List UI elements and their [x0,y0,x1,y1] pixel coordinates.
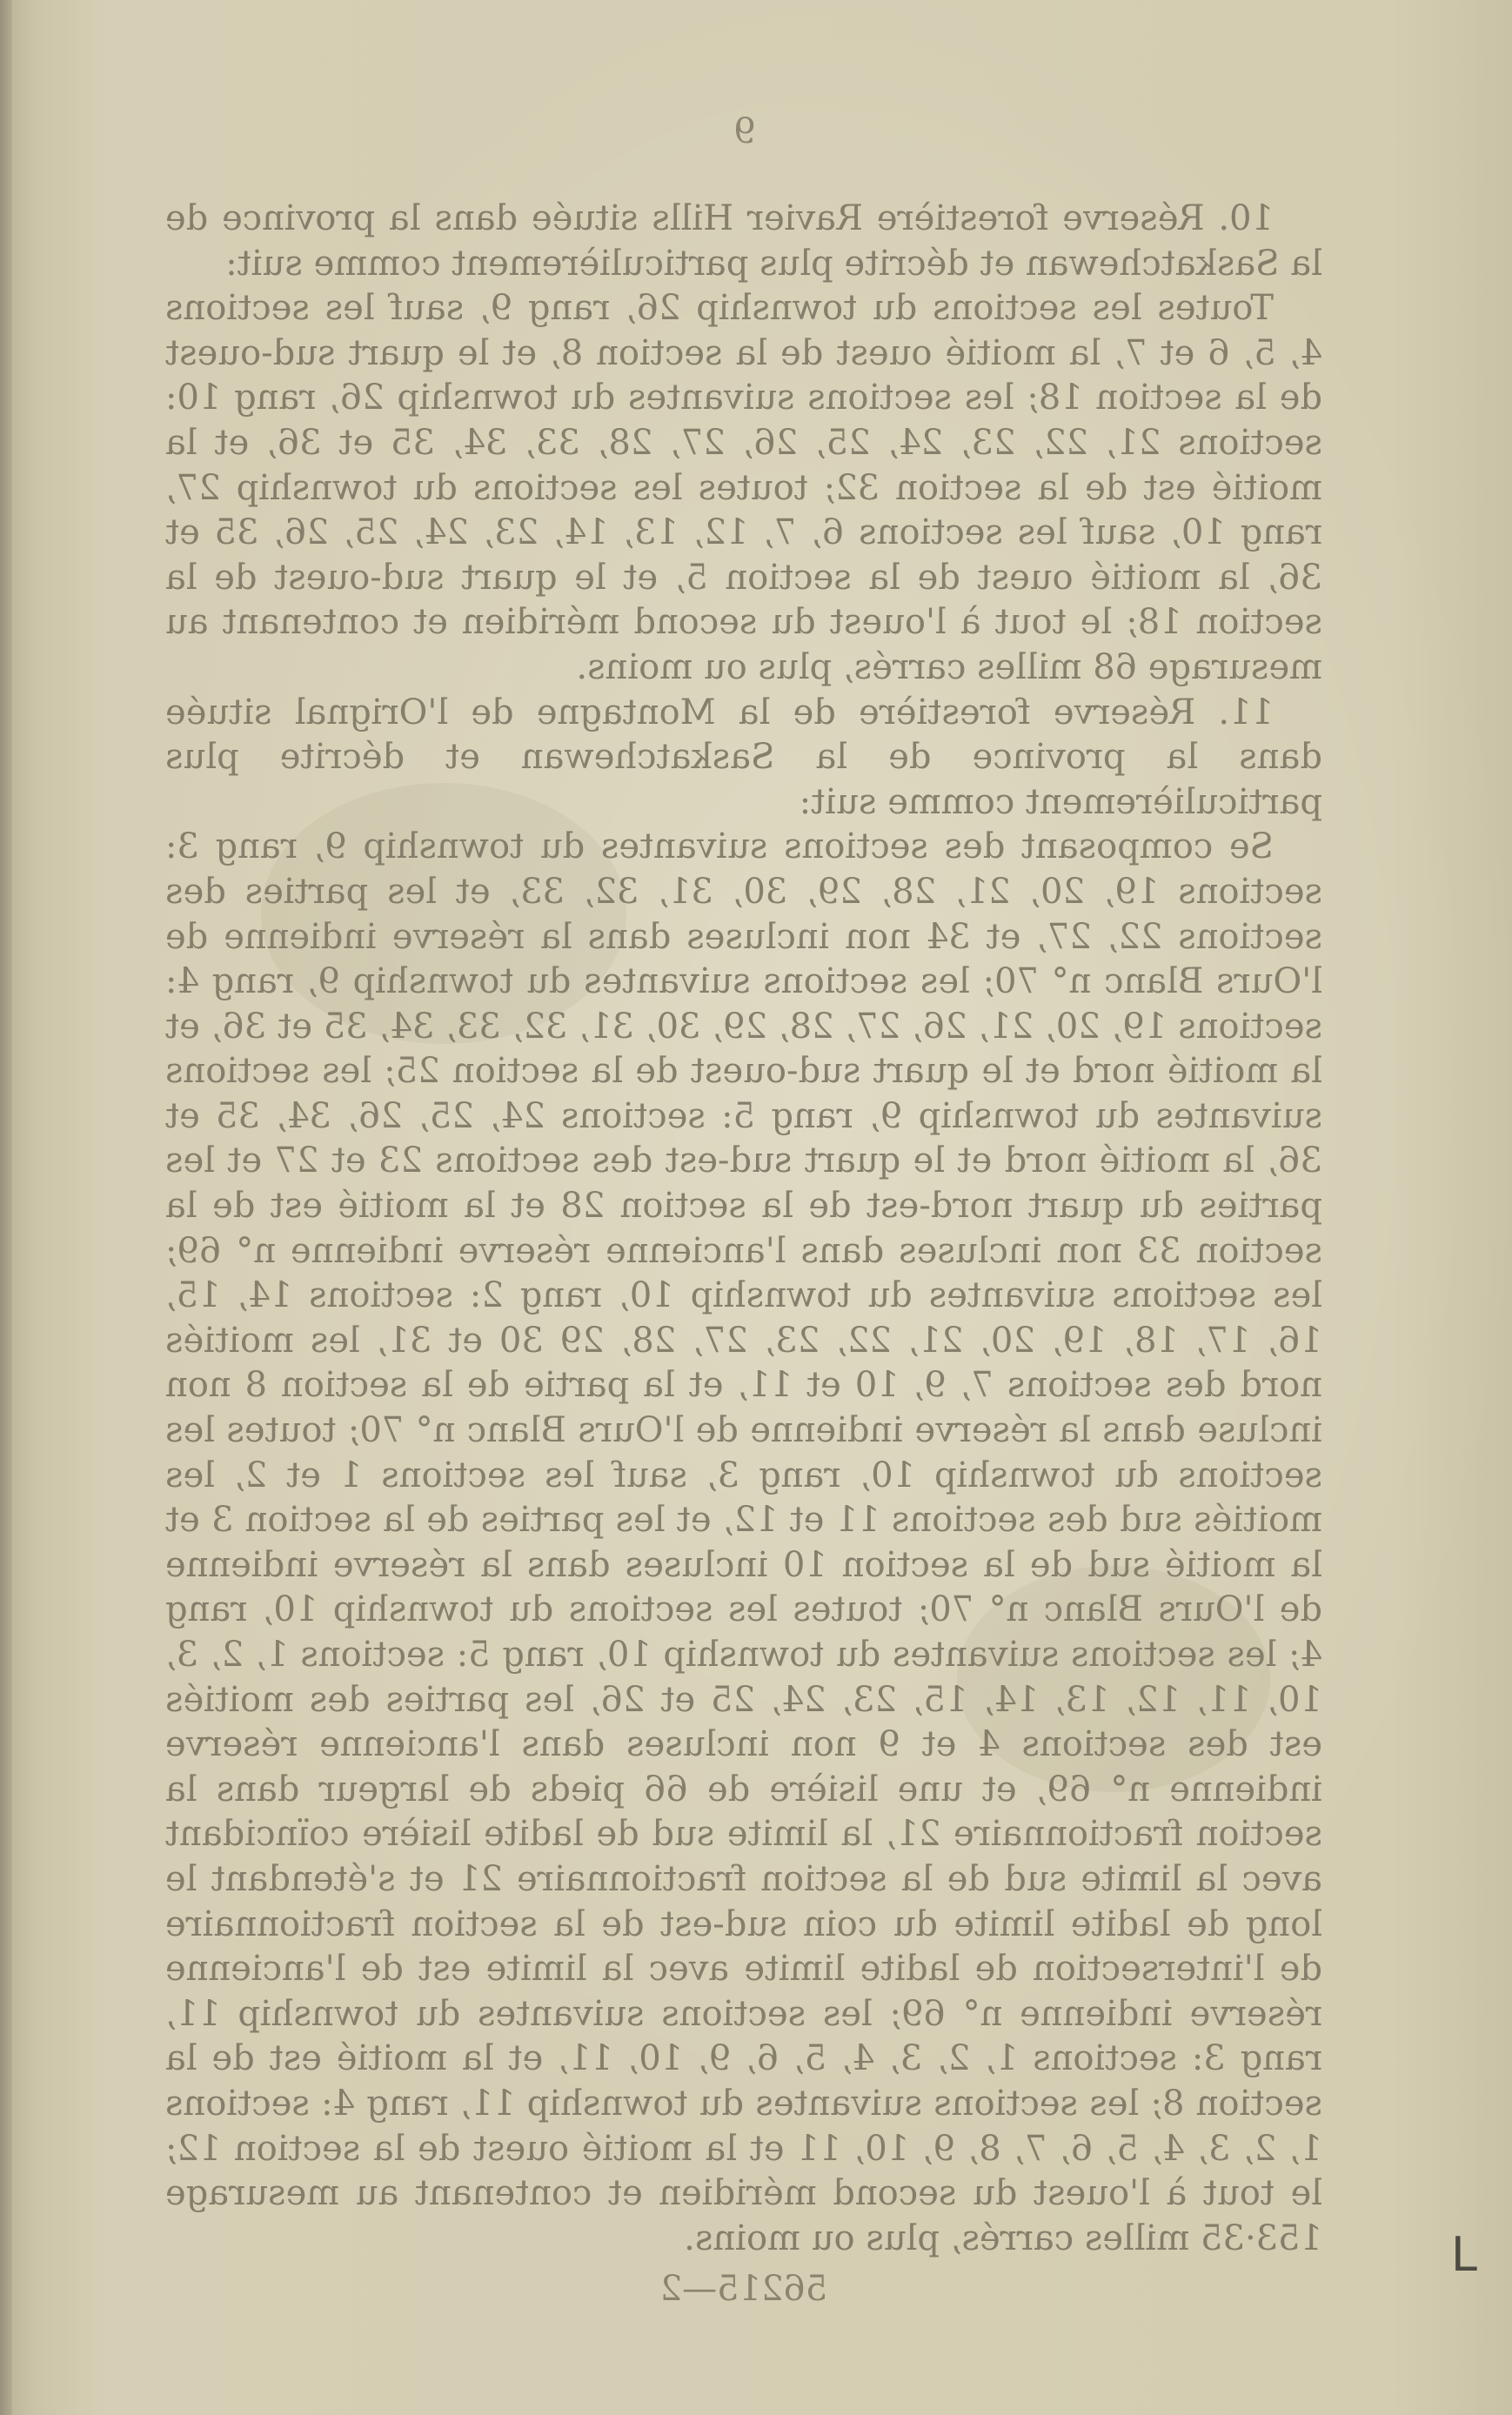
bleed-through-text [165,0,1322,2415]
paragraph-heading-10: 10. Réserve forestière Ravier Hills située dans la province de la Saskatchewan et décrite plus particulièrement comme suit: [165,198,1322,284]
document-body [165,197,1322,2261]
binding-edge-shadow [0,0,12,2415]
page-number: 9 [732,111,756,151]
paragraph-body-10: Toutes les sections du township 26, rang 9, sauf les sections 4, 5, 6 et 7, la moitié ouest de la section 8, et le quart sud-ouest de la section 18; les sections suivantes du township 26, rang 10: sections 21, 22, 23, 24, 25, 26, 27, 28, 33, 34, 35 et 36, et la moitié est de la section 32; toutes les sections du township 27, rang 10, sauf les sections 6, 7, 12, 13, 14, 23, 24, 25, 26, 35 et 36, la moitié ouest de la section 5, et le quart sud-ouest de la section 18; le tout à l'ouest du second méridien et contenant au mesurage 68 milles carrés, plus ou moins. [165,288,1322,687]
paragraph-body-11: Se composant des sections suivantes du township 9, rang 3: sections 19, 20, 21, 28, 29, 30, 31, 32, 33, et les parties des sections 22, 27, et 34 non incluses dans la réserve indienne de l'Ours Blanc n° 70; les sections suivantes du township 9, rang 4: sections 19, 20, 21, 26, 27, 28, 29, 30, 31, 32, 33, 34, 35 et 36, et la moitié nord et le quart sud-ouest de la section 25; les sections suivantes du township 9, rang 5: sections 24, 25, 26, 34, 35 et 36, la moitié nord et le quart sud-est des sections 23 et 27 et les parties du quart nord-est de la section 28 et la moitié est de la section 33 non incluses dans l'ancienne réserve indienne n° 69; les sections suivantes du township 10, rang 2: sections 14, 15, 16, 17, 18, 19, 20, 21, 22, 23, 27, 28, 29 30 et 31, les moitiés nord des sections 7, 9, 10 et 11, et la partie de la section 8 non incluse dans la réserve indienne de l'Ours Blanc n° 70; toutes les sections du township 10, rang 3, sauf les sections 1 et 2, les moitiés sud des sections 11 et 12, et les parties de la section 3 et la moitié sud de la section 10 incluses dans la réserve indienne de l'Ours Blanc n° 70; toutes les sections du township 10, rang 4; les sections suivantes du township 10, rang 5: sections 1, 2, 3, 10, 11, 12, 13, 14, 15, 23, 24, 25 et 26, les parties des moitiés est des sections 4 et 9 non incluses dans l'ancienne réserve indienne n° 69, et une lisière de 66 pieds de largeur dans la section fractionnaire 21, la limite sud de ladite lisière coïncidant avec la limite sud de la section fractionnaire 21 et s'étendant le long de ladite limite du coin sud-est de la section fractionnaire de l'intersection de ladite limite avec la limite est de l'ancienne réserve indienne n° 69; les sections suivantes du township 11, rang 3: sections 1, 2, 3, 4, 5, 6, 9, 10, 11, et la moitié est de la section 8; les sections suivantes du township 11, rang 4: sections 1, 2, 3, 4, 5, 6, 7, 8, 9, 10, 11 et la moitié ouest de la section 12; le tout à l'ouest du second méridien et contenant au mesurage 153·35 milles carrés, plus ou moins. [165,826,1322,2258]
paragraph-heading-11: 11. Réserve forestière de la Montagne de l'Orignal située dans la province de la Saskatchewan et décrite plus particulièrement comme suit: [165,692,1322,822]
margin-pencil-mark: L [1450,2227,1477,2282]
footer-signature-mark: 56215—2 [659,2269,828,2309]
